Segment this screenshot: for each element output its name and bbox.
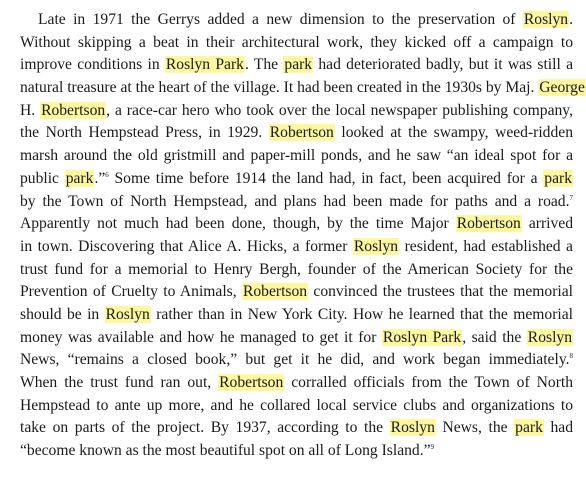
highlighted-term: Robertson — [456, 215, 521, 233]
text-run: by the Town of North Hempstead, and plans had been made for paths and a road. — [20, 192, 570, 210]
text-line — [20, 122, 573, 145]
text-run: When the trust fund ran out, — [20, 374, 219, 391]
text-line — [20, 213, 573, 236]
text-line — [20, 327, 573, 350]
text-run: resident, had established a — [399, 237, 573, 255]
text-run: had — [543, 419, 573, 437]
body-paragraph — [20, 9, 585, 463]
text-line — [20, 9, 573, 32]
text-run: Apparently not much had been done, though, by the time Major — [20, 215, 456, 233]
text-line — [20, 145, 573, 168]
text-line — [20, 32, 573, 55]
text-run: money was available and how he managed to get it for — [20, 328, 382, 346]
text-line — [20, 281, 573, 304]
text-run: . The — [244, 56, 284, 74]
text-line — [20, 440, 573, 463]
text-line — [20, 191, 573, 214]
text-run: H. — [20, 101, 41, 119]
highlighted-term: park — [284, 56, 313, 74]
highlighted-term: park — [544, 169, 572, 187]
footnote-marker: 9 — [430, 443, 435, 452]
text-line — [20, 304, 573, 327]
text-line — [20, 417, 573, 440]
text-run: should be in — [20, 305, 105, 323]
text-run: , a race-car hero who took over the local newspaper publishing company, — [106, 101, 573, 119]
text-run: had deteriorated badly, but it was still a — [313, 56, 573, 74]
text-line — [20, 236, 573, 259]
footnote-marker: 8 — [569, 352, 573, 361]
highlighted-term: Roslyn Park — [165, 56, 244, 74]
highlighted-term: Roslyn Park — [382, 328, 462, 346]
footnote-marker: 6 — [105, 170, 109, 179]
highlighted-term: Roslyn — [353, 237, 399, 255]
text-line — [20, 168, 573, 191]
text-line — [20, 372, 573, 395]
text-run: Prevention of Cruelty to Animals, — [20, 283, 242, 301]
text-run: News, “remains a closed book,” but get it he did, and work began immediately. — [20, 351, 570, 369]
text-run: Without skipping a beat in their architectural work, they kicked off a campaign to — [20, 33, 573, 51]
text-run: convinced the trustees that the memorial — [308, 283, 573, 301]
text-run: Some time before 1914 the land had, in fact, been acquired for a — [108, 169, 544, 187]
text-line — [20, 100, 573, 123]
text-line — [20, 395, 573, 418]
highlighted-term: park — [65, 169, 94, 187]
highlighted-term: park — [515, 419, 543, 437]
highlighted-term: Roslyn — [105, 305, 150, 323]
text-run: looked at the swampy, weed-ridden — [334, 124, 573, 142]
text-run: arrived — [521, 215, 573, 233]
text-run: .” — [94, 169, 106, 187]
highlighted-term: Robertson — [242, 283, 308, 301]
text-run: “become known as the most beautiful spot on all of Long Island.” — [20, 442, 431, 460]
text-run: Hempstead to ante up more, and he collared local service clubs and organizations to — [20, 396, 573, 414]
text-run: corralled officials from the Town of North — [284, 374, 574, 391]
text-run: in town. Discovering that Alice A. Hicks, a former — [20, 237, 353, 255]
text-run: marsh around the old gristmill and paper-mill ponds, and he saw “an ideal spot for a — [20, 147, 573, 165]
highlighted-term: Robertson — [269, 124, 334, 142]
text-line — [20, 54, 573, 77]
text-run: News, the — [435, 419, 515, 437]
text-run: trust fund for a memorial to Henry Bergh, founder of the American Society for the — [20, 260, 573, 278]
text-line — [20, 349, 573, 372]
highlighted-term: George — [539, 79, 585, 97]
text-run: , said the — [462, 328, 527, 346]
text-line — [20, 259, 573, 282]
highlighted-term: Roslyn — [523, 11, 569, 28]
text-run: public — [20, 169, 65, 187]
text-line — [20, 77, 585, 100]
highlighted-term: Robertson — [41, 101, 106, 119]
highlighted-term: Roslyn — [527, 328, 572, 346]
highlighted-term: Roslyn — [390, 419, 435, 437]
text-run: natural treasure at the heart of the village. It had been created in the 1930s by Maj. — [20, 79, 539, 97]
footnote-marker: 7 — [569, 193, 573, 202]
text-run: rather than in New York City. How he learned that the memorial — [150, 305, 573, 323]
text-run: take on parts of the project. By 1937, according to the — [20, 419, 390, 437]
text-run: Late in 1971 the Gerrys added a new dimension to the preservation of — [38, 11, 523, 28]
text-run: . — [569, 11, 573, 28]
highlighted-term: Robertson — [219, 374, 284, 391]
text-run: the North Hempstead Press, in 1929. — [20, 124, 269, 142]
text-run: improve conditions in — [20, 56, 165, 74]
